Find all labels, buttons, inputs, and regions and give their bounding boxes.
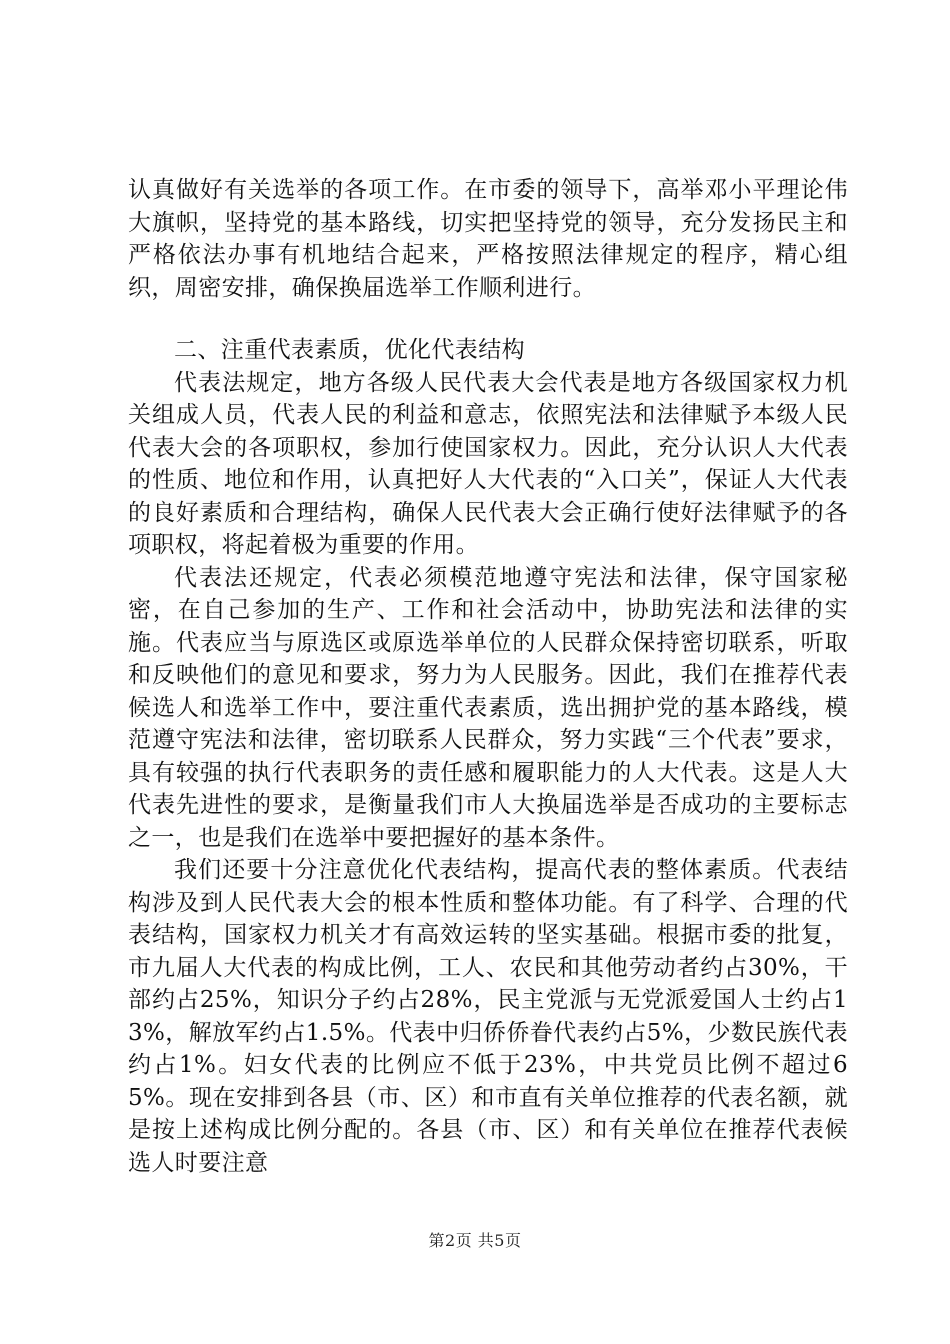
page-number-footer: 第2页 共5页 xyxy=(428,1231,522,1250)
paragraph-representative-structure: 我们还要十分注意优化代表结构，提高代表的整体素质。代表结构涉及到人民代表大会的根本性质和整体功能。有了科学、合理的代表结构，国家权力机关才有高效运转的坚实基础。根据市委的批复，市九届人大代表的构成比例，工人、农民和其他劳动者约占30%，干部约占25%，知识分子约占28%，民主党派与无党派爱国人士约占13%，解放军约占1.5%。代表中归侨侨眷代表约占5%，少数民族代表约占1%。妇女代表的比例应不低于23%，中共党员比例不超过65%。现在安排到各县（市、区）和市直有关单位推荐的代表名额，就是按上述构成比例分配的。各县（市、区）和有关单位在推荐代表候选人时要注意 xyxy=(128,857,848,1176)
document-body xyxy=(128,174,848,1179)
section-heading: 二、注重代表素质，优化代表结构 xyxy=(174,337,525,363)
paragraph-representative-duties: 代表法还规定，代表必须模范地遵守宪法和法律，保守国家秘密，在自己参加的生产、工作和社会活动中，协助宪法和法律的实施。代表应当与原选区或原选举单位的人民群众保持密切联系，听取和反映他们的意见和要求，努力为人民服务。因此，我们在推荐代表候选人和选举工作中，要注重代表素质，选出拥护党的基本路线，模范遵守宪法和法律，密切联系人民群众，努力实践“三个代表”要求，具有较强的执行代表职务的责任感和履职能力的人大代表。这是人大代表先进性的要求，是衡量我们市人大换届选举是否成功的主要标志之一，也是我们在选举中要把握好的基本条件。 xyxy=(128,564,848,851)
paragraph-continuation: 认真做好有关选举的各项工作。在市委的领导下，高举邓小平理论伟大旗帜，坚持党的基本路线，切实把坚持党的领导，充分发扬民主和严格依法办事有机地结合起来，严格按照法律规定的程序，精心组织，周密安排，确保换届选举工作顺利进行。 xyxy=(128,177,848,301)
paragraph-representative-law: 代表法规定，地方各级人民代表大会代表是地方各级国家权力机关组成人员，代表人民的利益和意志，依照宪法和法律赋予本级人民代表大会的各项职权，参加行使国家权力。因此，充分认识人大代表的性质、地位和作用，认真把好人大代表的“入口关”，保证人大代表的良好素质和合理结构，确保人民代表大会正确行使好法律赋予的各项职权，将起着极为重要的作用。 xyxy=(128,369,848,558)
